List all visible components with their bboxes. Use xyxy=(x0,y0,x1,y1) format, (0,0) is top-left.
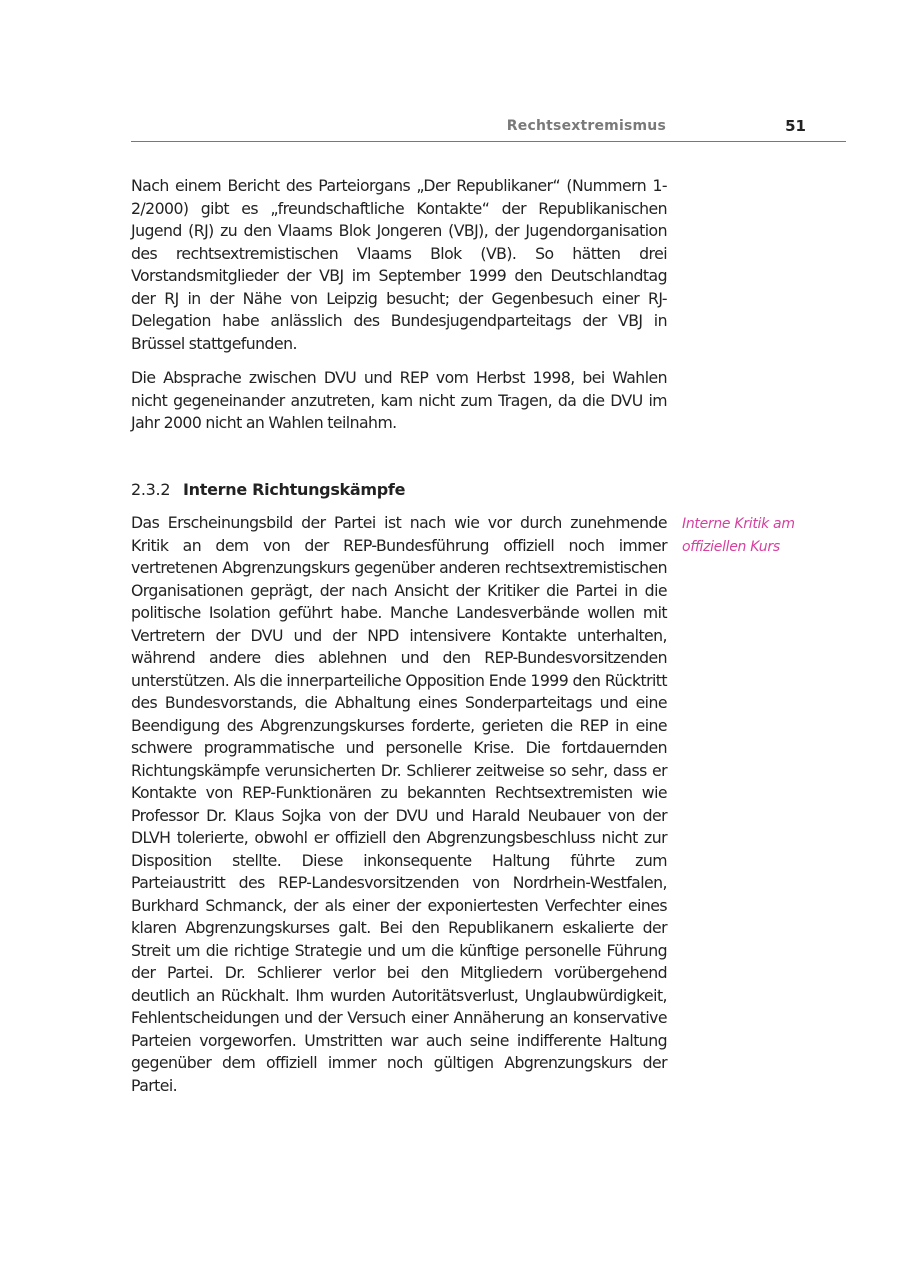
section-number: 2.3.2 xyxy=(131,480,171,499)
paragraph-interne-richtungskaempfe: Das Erscheinungsbild der Partei ist nach wie vor durch zunehmende Kritik an dem von der REP-Bundesführung offiziell noch immer vertretenen Abgrenzungskurs gegenüber anderen rechtsextremistischen Organisationen geprägt, der nach Ansicht der Kritiker die Partei in die politische Isolation geführt habe. Manche Landesverbände wollen mit Vertretern der DVU und der NPD intensivere Kontakte unterhalten, während andere dies ablehnen und den REP-Bundesvorsitzenden unterstützen. Als die innerparteiliche Opposition Ende 1999 den Rücktritt des Bundesvorstands, die Abhaltung eines Sonderparteitags und eine Beendigung des Abgrenzungskurses forderte, gerieten die REP in eine schwere programmatische und personelle Krise. Die fortdauernden Richtungskämpfe verunsicherten Dr. Schlierer zeitweise so sehr, dass er Kontakte von REP-Funktionären zu bekannten Rechtsextremisten wie Professor Dr. Klaus Sojka von der DVU und Harald Neubauer von der DLVH tolerierte, obwohl er offiziell den Abgrenzungsbeschluss nicht zur Disposition stellte. Diese inkonsequente Haltung führte zum Parteiaustritt des REP-Landesvorsitzenden von Nordrhein-Westfalen, Burkhard Schmanck, der als einer der exponiertesten Verfechter eines klaren Abgrenzungskurses galt. Bei den Republikanern eskalierte der Streit um die richtige Strategie und um die künftige personelle Führung der Partei. Dr. Schlierer verlor bei den Mitgliedern vorübergehend deutlich an Rückhalt. Ihm wurden Autoritätsverlust, Unglaubwürdigkeit, Fehlentscheidungen und der Versuch einer Annäherung an konservative Parteien vorgeworfen. Umstritten war auch seine indifferente Haltung gegenüber dem offiziell immer noch gültigen Abgrenzungskurs der Partei. xyxy=(131,513,667,1095)
running-title: Rechtsextremismus xyxy=(506,118,666,134)
margin-note: Interne Kritik am offiziellen Kurs xyxy=(682,516,795,555)
page-header xyxy=(131,113,846,142)
section-heading xyxy=(131,480,405,499)
paragraph-republikaner-jugend: Nach einem Bericht des Parteiorgans „Der Republikaner“ (Nummern 1-2/2000) gibt es „freundschaftliche Kontakte“ der Republikanischen Jugend (RJ) zu den Vlaams Blok Jongeren (VBJ), der Jugendorganisation des rechtsextremistischen Vlaams Blok (VB). So hätten drei Vorstandsmitglieder der VBJ im September 1999 den Deutschlandtag der RJ in der Nähe von Leipzig besucht; der Gegenbesuch einer RJ-Delegation habe anlässlich des Bundesjugendparteitags der VBJ in Brüssel stattgefunden. xyxy=(131,176,667,353)
paragraph-absprache-dvu-rep: Die Absprache zwischen DVU und REP vom Herbst 1998, bei Wahlen nicht gegeneinander anzutreten, kam nicht zum Tragen, da die DVU im Jahr 2000 nicht an Wahlen teilnahm. xyxy=(131,368,667,432)
page-number: 51 xyxy=(785,117,806,135)
section-title: Interne Richtungskämpfe xyxy=(183,480,406,499)
